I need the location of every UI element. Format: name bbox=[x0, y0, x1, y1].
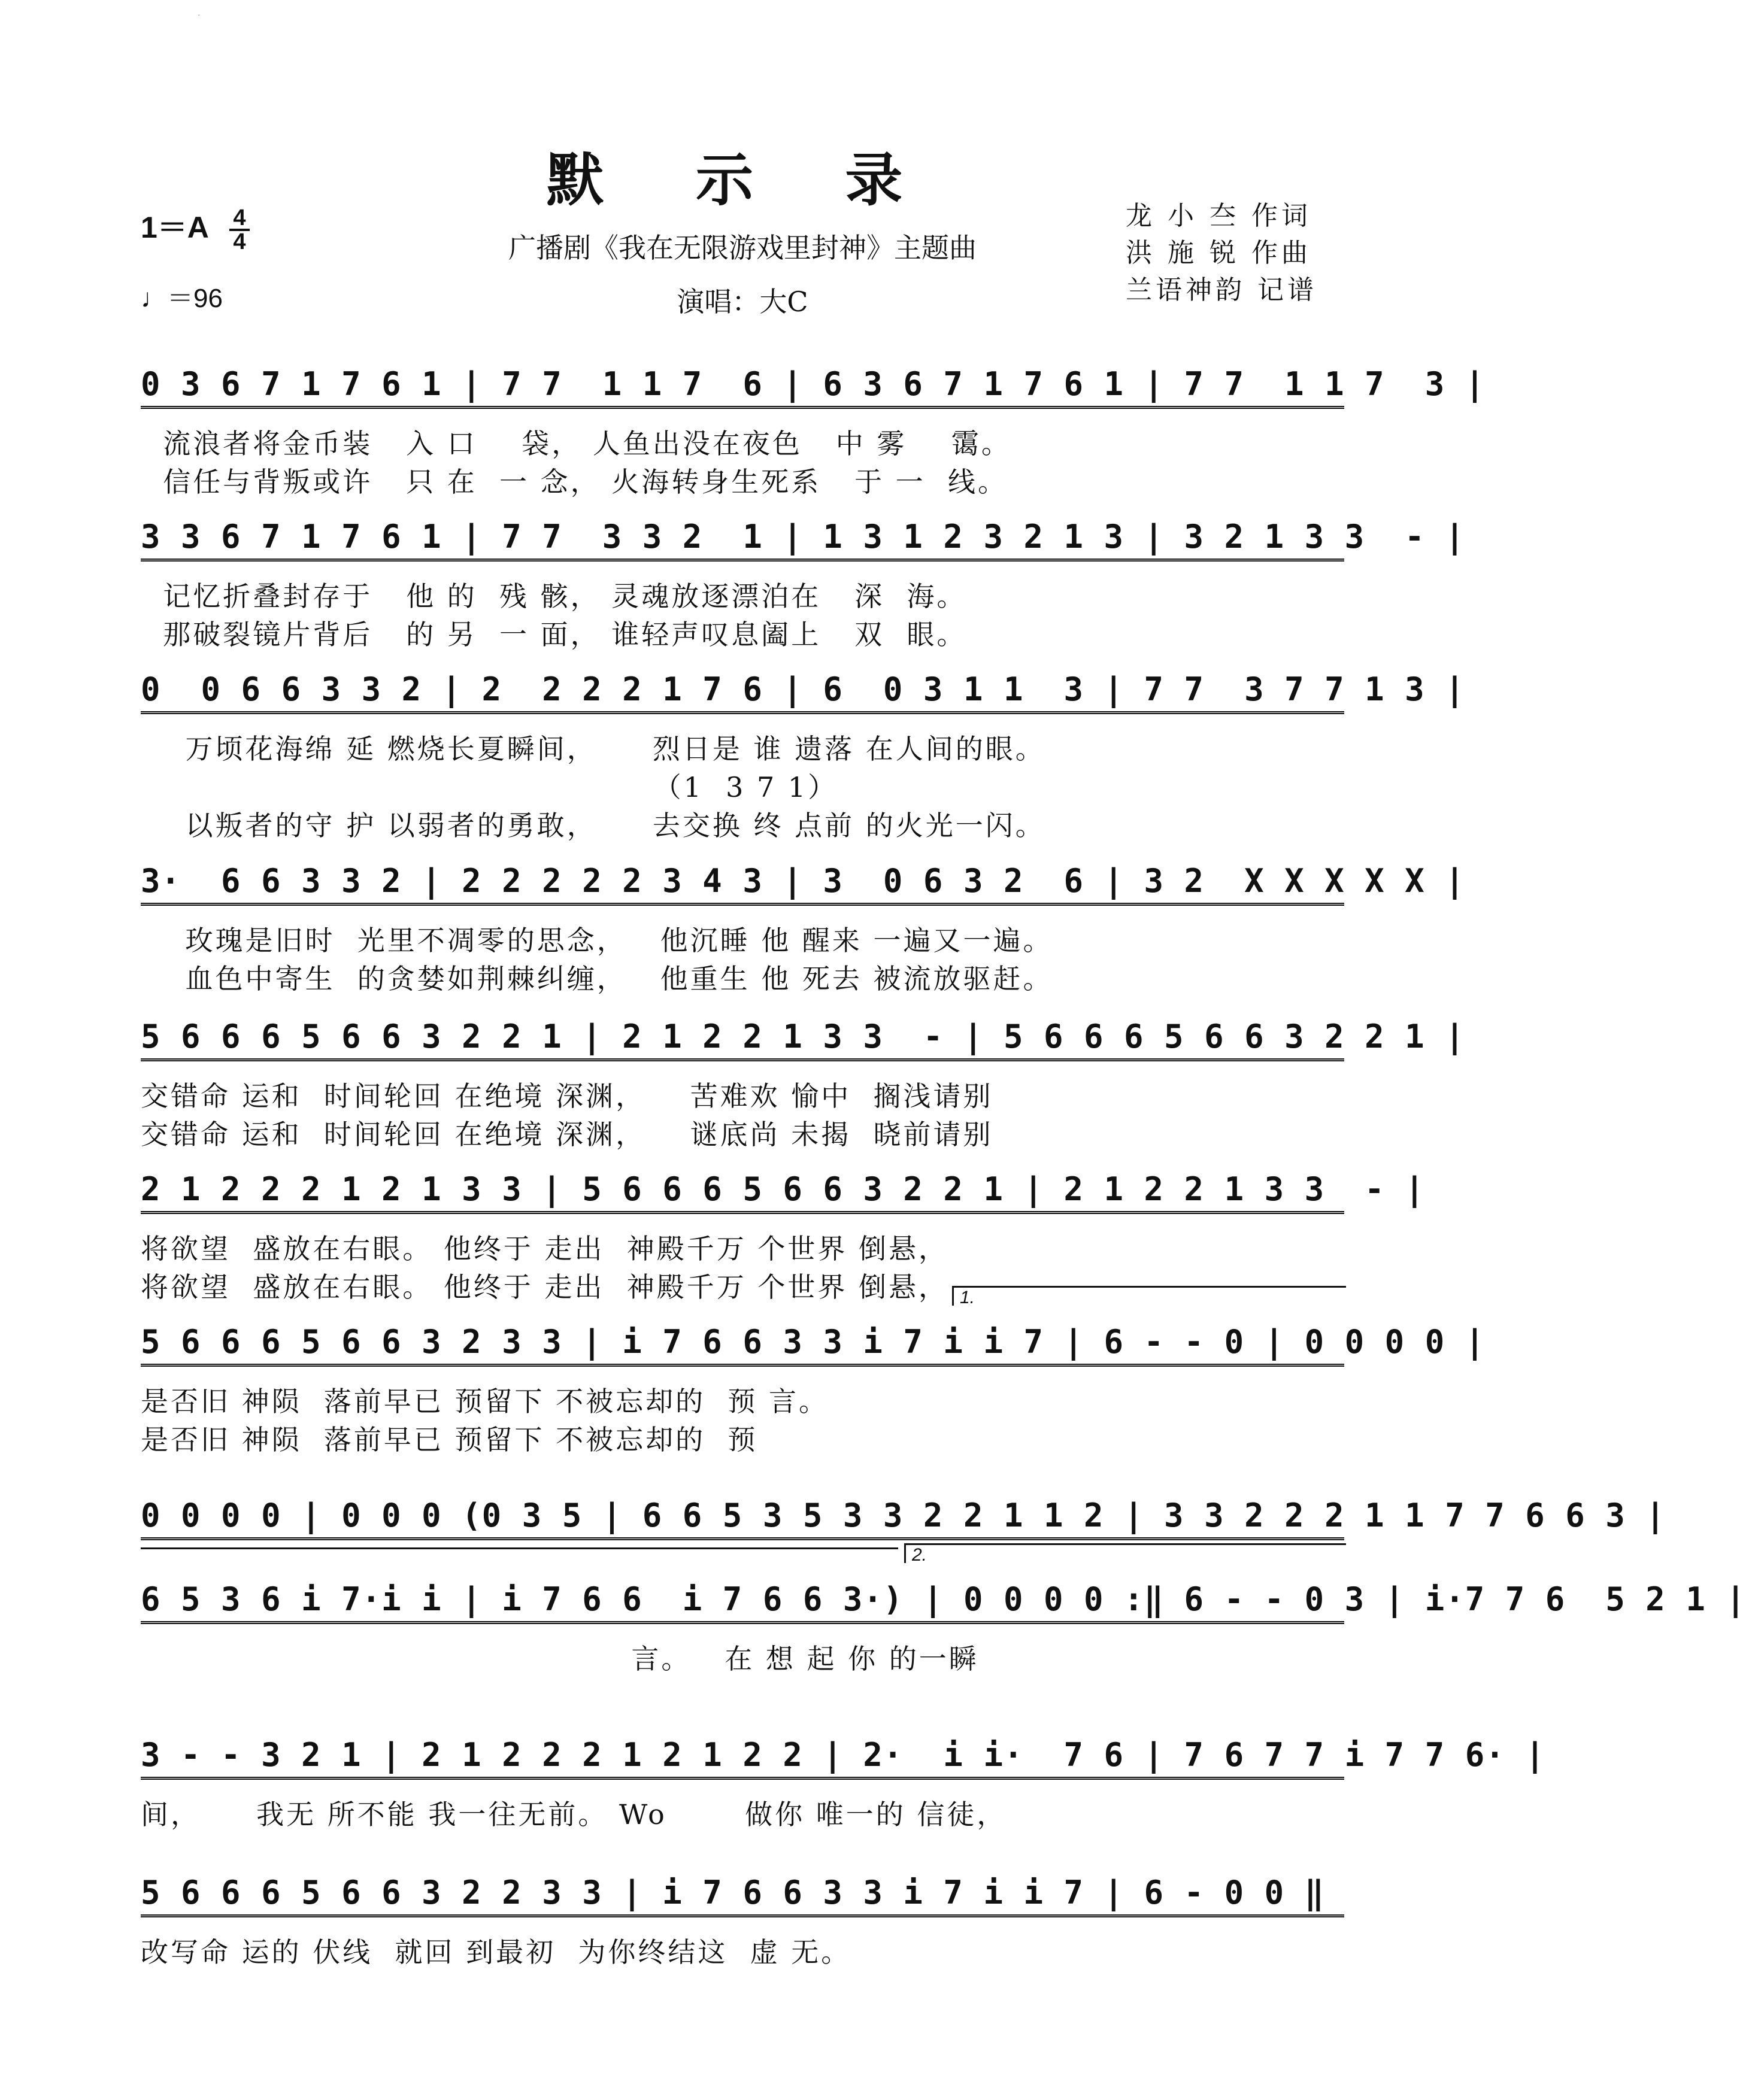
key-signature bbox=[141, 204, 250, 253]
time-signature bbox=[229, 207, 250, 253]
lyric-line: 流浪者将金币装 入 口 袋， 人鱼出没在夜色 中 雾 霭。 bbox=[141, 427, 1011, 460]
notation-line: 5 6 6 6 5 6 6 3 2 3 3 | i 7 6 6 3 3 i 7 i i 7 | 6 - - 0 | 0 0 0 0 | bbox=[141, 1323, 1486, 1361]
lyric-line: 记忆折叠封存于 他 的 残 骸， 灵魂放逐漂泊在 深 海。 bbox=[141, 580, 967, 612]
lyric-line: 将欲望 盛放在右眼。 他终于 走出 神殿千万 个世界 倒悬， bbox=[141, 1233, 948, 1265]
beam-underline bbox=[141, 1777, 1344, 1780]
notation-line: 0 3 6 7 1 7 6 1 | 7 7 1 1 7 6 | 6 3 6 7 1 7 6 1 | 7 7 1 1 7 3 | bbox=[141, 365, 1486, 403]
notation-line: 5 6 6 6 5 6 6 3 2 2 3 3 | i 7 6 6 3 3 i 7 i i 7 | 6 - 0 0 ‖ bbox=[141, 1874, 1325, 1911]
beam-underline bbox=[141, 903, 1344, 906]
lyric-line: 万顷花海绵 延 燃烧长夏瞬间， 烈日是 谁 遗落 在人间的眼。 bbox=[141, 733, 1045, 765]
notation-line: 3 3 6 7 1 7 6 1 | 7 7 3 3 2 1 | 1 3 1 2 3 2 1 3 | 3 2 1 3 3 - | bbox=[141, 518, 1465, 556]
lyric-line: 是否旧 神陨 落前早已 预留下 不被忘却的 预 言。 bbox=[141, 1385, 829, 1418]
beam-underline bbox=[141, 1211, 1344, 1214]
lyricist-credit: 龙 小 夳 作词 bbox=[1126, 201, 1311, 231]
lyric-line: 改写命 运的 伏线 就回 到最初 为你终结这 虚 无。 bbox=[141, 1936, 851, 1968]
lyric-line: （1 3 7 1） bbox=[141, 771, 838, 803]
volta-number: 1. bbox=[960, 1288, 975, 1307]
lyric-line: 交错命 运和 时间轮回 在绝境 深渊， 苦难欢 愉中 搁浅请别 bbox=[141, 1080, 993, 1112]
song-title: 默 示 录 bbox=[546, 146, 939, 214]
lyric-line: 以叛者的守 护 以弱者的勇敢， 去交换 终 点前 的火光一闪。 bbox=[141, 809, 1045, 842]
singer-label: 演唱：大C bbox=[677, 286, 808, 318]
beam-underline bbox=[141, 1537, 1344, 1540]
repeat-bracket-line bbox=[141, 1547, 898, 1549]
notation-line: 0 0 6 6 3 3 2 | 2 2 2 2 1 7 6 | 6 0 3 1 1 3 | 7 7 3 7 7 1 3 | bbox=[141, 670, 1465, 708]
notation-line: 5 6 6 6 5 6 6 3 2 2 1 | 2 1 2 2 1 3 3 - | 5 6 6 6 5 6 6 3 2 2 1 | bbox=[141, 1018, 1465, 1055]
key-label: 1＝A bbox=[141, 211, 208, 244]
lyric-line: 那破裂镜片背后 的 另 一 面， 谁轻声叹息阖上 双 眼。 bbox=[141, 618, 967, 651]
beam-underline bbox=[141, 711, 1344, 714]
time-top: 4 bbox=[233, 205, 246, 230]
transcriber-credit: 兰语神韵 记谱 bbox=[1126, 275, 1317, 305]
beam-underline bbox=[141, 406, 1344, 409]
notation-line: 2 1 2 2 2 1 2 1 3 3 | 5 6 6 6 5 6 6 3 2 2 1 | 2 1 2 2 1 3 3 - | bbox=[141, 1170, 1425, 1208]
volta-bracket bbox=[952, 1286, 1346, 1306]
time-bottom: 4 bbox=[233, 229, 246, 254]
lyric-line: 血色中寄生 的贪婪如荆棘纠缠， 他重生 他 死去 被流放驱赶。 bbox=[141, 963, 1053, 995]
song-subtitle: 广播剧《我在无限游戏里封神》主题曲 bbox=[508, 232, 977, 264]
notation-line: 3· 6 6 3 3 2 | 2 2 2 2 2 3 4 3 | 3 0 6 3 2 6 | 3 2 X X X X X | bbox=[141, 862, 1465, 900]
lyric-line: 将欲望 盛放在右眼。 他终于 走出 神殿千万 个世界 倒悬， bbox=[141, 1271, 948, 1303]
corner-mark: · bbox=[198, 10, 201, 19]
notation-line: 6 5 3 6 i 7·i i | i 7 6 6 i 7 6 6 3·) | 0 0 0 0 :‖ 6 - - 0 3 | i·7 7 6 5 2 1 | bbox=[141, 1580, 1746, 1618]
beam-underline bbox=[141, 1914, 1344, 1917]
lyric-line: 信任与背叛或许 只 在 一 念， 火海转身生死系 于 一 线。 bbox=[141, 466, 1008, 498]
notation-line: 3 - - 3 2 1 | 2 1 2 2 2 1 2 1 2 2 | 2· i i· 7 6 | 7 6 7 7 i 7 7 6· | bbox=[141, 1736, 1545, 1774]
composer-credit: 洪 施 锐 作曲 bbox=[1126, 238, 1311, 268]
lyric-line: 言。 在 想 起 你 的一瞬 bbox=[141, 1643, 979, 1675]
beam-underline bbox=[141, 1621, 1344, 1624]
lyric-line: 玫瑰是旧时 光里不凋零的思念， 他沉睡 他 醒来 一遍又一遍。 bbox=[141, 924, 1053, 957]
lyric-line: 间， 我无 所不能 我一往无前。 Wo 做你 唯一的 信徒， bbox=[141, 1798, 1007, 1831]
beam-underline bbox=[141, 559, 1344, 562]
credits bbox=[1126, 198, 1317, 309]
beam-underline bbox=[141, 1364, 1344, 1367]
tempo-marking: ♩＝96 bbox=[141, 284, 223, 313]
lyric-line: 交错命 运和 时间轮回 在绝境 深渊， 谜底尚 未揭 晓前请别 bbox=[141, 1118, 993, 1151]
volta-bracket bbox=[904, 1543, 1346, 1563]
lyric-line: 是否旧 神陨 落前早已 预留下 不被忘却的 预 bbox=[141, 1424, 758, 1456]
notation-line: 0 0 0 0 | 0 0 0 (0 3 5 | 6 6 5 3 5 3 3 2 2 1 1 2 | 3 3 2 2 2 1 1 7 7 6 6 3 | bbox=[141, 1497, 1666, 1534]
beam-underline bbox=[141, 1058, 1344, 1061]
volta-number: 2. bbox=[912, 1545, 927, 1565]
